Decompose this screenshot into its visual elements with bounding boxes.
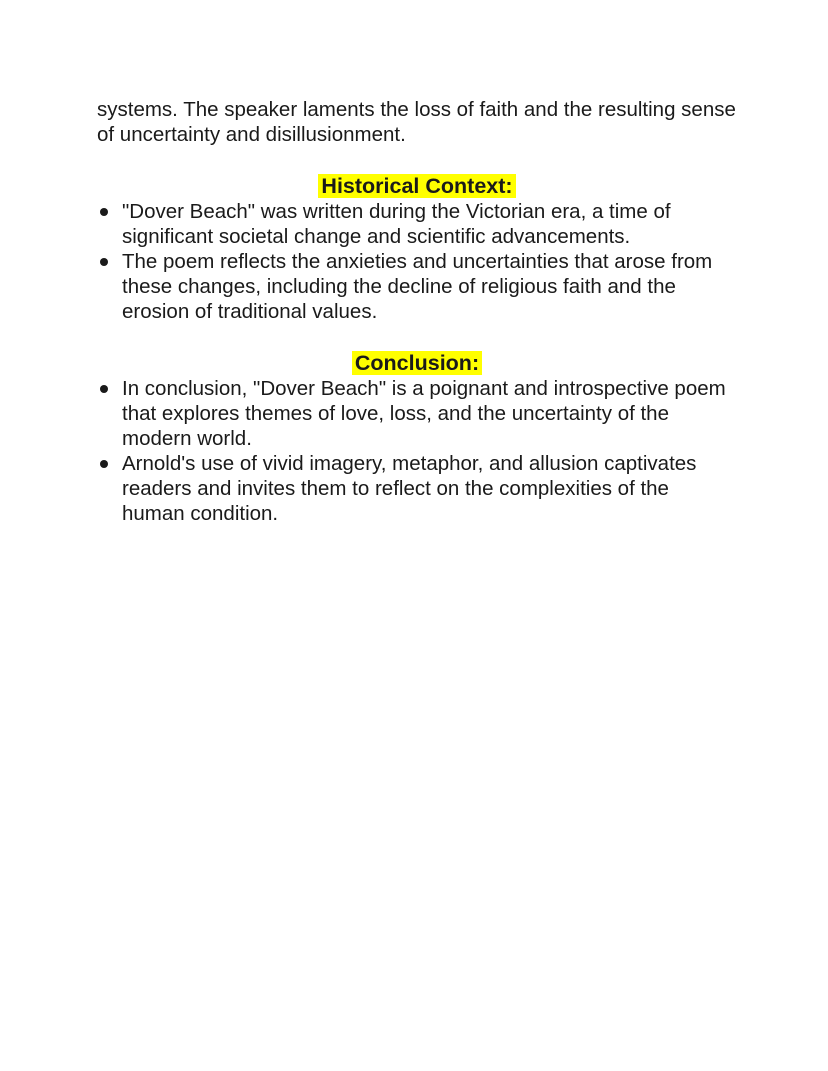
list-item-text: In conclusion, "Dover Beach" is a poignant and introspective poem that explores themes of love, loss, and the uncertainty of the modern world. [122,377,726,450]
section-heading-conclusion [97,350,737,376]
bullet-icon [100,258,108,266]
list-item [97,199,737,249]
intro-paragraph: systems. The speaker laments the loss of faith and the resulting sense of uncertainty and disillusionment. [97,98,736,146]
bullet-icon [100,208,108,216]
bullet-list-historical-context [97,199,737,324]
highlighted-heading-text: Conclusion: [352,351,482,375]
highlighted-heading-text: Historical Context: [318,174,515,198]
document-body [97,97,737,526]
list-item [97,249,737,324]
bullet-list-conclusion [97,376,737,526]
list-item [97,376,737,451]
section-heading-historical-context [97,173,737,199]
bullet-icon [100,460,108,468]
list-item [97,451,737,526]
list-item-text: The poem reflects the anxieties and uncertainties that arose from these changes, including the decline of religious faith and the erosion of traditional values. [122,250,713,323]
bullet-icon [100,385,108,393]
list-item-text: "Dover Beach" was written during the Victorian era, a time of significant societal change and scientific advancements. [122,200,671,248]
list-item-text: Arnold's use of vivid imagery, metaphor, and allusion captivates readers and invites them to reflect on the complexities of the human condition. [122,452,697,525]
